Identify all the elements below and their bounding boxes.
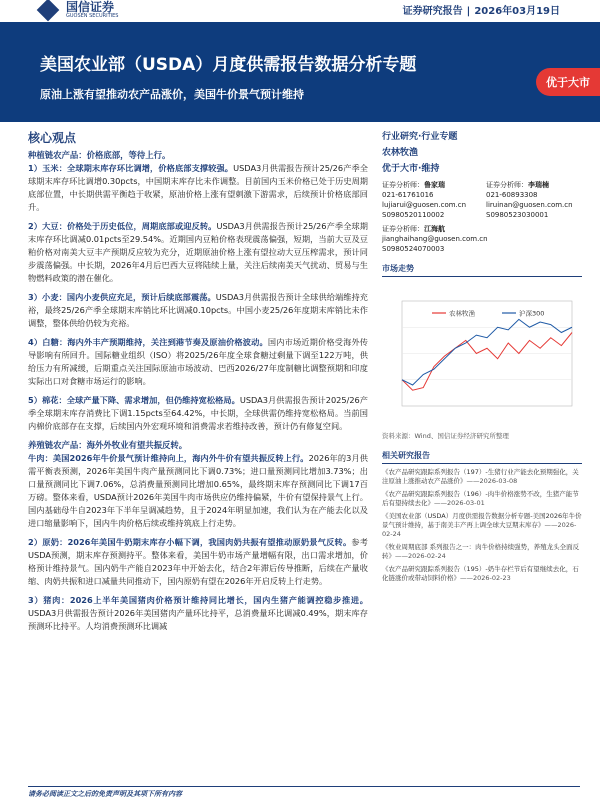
paragraph-lead: 2）大豆：价格处于历史低位，周期底部或迎反转。 bbox=[28, 221, 217, 231]
report-meta: 证券研究报告 | 2026年03月19日 bbox=[402, 6, 560, 17]
analyst-cert: S0980520110002 bbox=[382, 211, 445, 219]
paragraph-body: USDA3月供需报告预计25/26产季全球期末库存环比调减0.01pcts至29.54%。近期国内豆粕价格表现震荡偏强，短期，当前大豆及豆粕价格对南美大豆丰产预期反应较为充分，近期原油价格上涨有望拉动大豆压榨需求，预计同步震荡偏强。中长期，2026年4月后巴西大豆将陆续上量，关注后续南美天气扰动、贸易与生物燃料政策的潜在催化。 bbox=[28, 221, 368, 283]
section-title: 养殖链农产品：海外外牧业有望共振反转。 bbox=[28, 440, 188, 450]
analyst-cert: S0980524070003 bbox=[382, 245, 445, 253]
chart-svg bbox=[382, 281, 582, 429]
legend-label: 沪深300 bbox=[519, 309, 545, 318]
related-report-title: 《美国农业部（USDA）月度供需报告数据分析专题-美国2026年牛价景气预计维持，基于南美丰产再上调全球大豆期末库存》 bbox=[382, 512, 582, 529]
related-report-item[interactable] bbox=[382, 543, 582, 561]
paragraph bbox=[28, 536, 368, 588]
paragraph bbox=[28, 291, 368, 330]
paragraph bbox=[28, 594, 368, 633]
related-report-item[interactable] bbox=[382, 490, 582, 508]
analyst-name: 江海航 bbox=[424, 225, 445, 233]
series-line bbox=[402, 333, 572, 391]
paragraph bbox=[28, 394, 368, 433]
paragraph-body: USDA3月供需报告预计2025/26产季全球期末库存消费比下调1.15pcts至64.42%，中长期，全球供需仍维持宽松格局。当前国内棉价底部存在支撑，后续国内外宏观环境和消费需求若维持改善，预计仍有修复空间。 bbox=[28, 395, 368, 431]
paragraph bbox=[28, 162, 368, 214]
paragraph-lead: 3）小麦：国内小麦供应充足，预计后续底部震荡。 bbox=[28, 292, 216, 302]
related-report-date: ——2026-03-08 bbox=[466, 477, 518, 485]
legend-label: 农林牧渔 bbox=[449, 309, 475, 318]
analyst-card bbox=[382, 180, 478, 220]
paragraph bbox=[28, 452, 368, 530]
sidebar bbox=[382, 132, 582, 587]
analyst-name: 鲁家瑞 bbox=[424, 181, 445, 189]
related-report-title: 《农产品研究跟踪系列报告（197）-生猪行业产能去化预期强化，关注原油上涨推动农产品涨价》 bbox=[382, 468, 579, 485]
related-report-date: ——2026-03-01 bbox=[434, 499, 485, 507]
industry-name: 农林牧渔 bbox=[382, 148, 419, 158]
market-trend-chart bbox=[382, 281, 582, 429]
related-reports-heading: 相关研究报告 bbox=[382, 451, 582, 464]
paragraph-body: 国内市场近期价格受海外传导影响有所回升。国际糖业组织（ISO）将2025/26年度全球食糖过剩量下调至122万吨，供给压力有所减缓，后期重点关注国际原油市场波动、巴西2026/27年度制糖比调整预期和印度实际出口对食糖市场运行的影响。 bbox=[28, 337, 368, 386]
analyst-role: 证券分析师： bbox=[486, 181, 528, 189]
analyst-card bbox=[382, 224, 582, 254]
related-report-title: 《农产品研究跟踪系列报告（195）-奶牛存栏节后有望继续去化，石化链涨价或带动饲料价格》 bbox=[382, 565, 579, 582]
logo bbox=[40, 0, 118, 20]
paragraph-lead: 牛肉：美国2026年牛价景气预计维持向上，海内外牛价有望共振反转上行。 bbox=[28, 453, 309, 463]
related-report-date: ——2026-02-24 bbox=[395, 552, 446, 560]
related-report-item[interactable] bbox=[382, 565, 582, 583]
title-banner bbox=[0, 22, 600, 122]
report-type: 证券研究报告 bbox=[402, 6, 463, 17]
section-title: 种植链农产品：价格底部，等待上行。 bbox=[28, 150, 171, 160]
analyst-email[interactable]: jianghaihang@guosen.com.cn bbox=[382, 235, 488, 243]
analyst-card bbox=[486, 180, 582, 220]
series-line bbox=[402, 319, 572, 385]
related-report-title: 《牧业周期底部 系列报告之一：肉牛价格持续强势，养殖龙头全面反转》 bbox=[382, 543, 580, 560]
logo-text-cn: 国信证券 bbox=[66, 0, 115, 14]
core-view-heading: 核心观点 bbox=[28, 131, 77, 145]
analyst-email[interactable]: liruinan@guosen.com.cn bbox=[486, 201, 573, 209]
related-report-title: 《农产品研究跟踪系列报告（196）-肉牛价格涨势不改，生猪产能节后有望持续去化》 bbox=[382, 490, 579, 507]
paragraph-body: USDA3月供需报告预计2026年美国猪肉产量环比持平，总消费量环比调减0.49%，期末库存预测环比持平。人均消费预测环比调减 bbox=[28, 608, 368, 631]
analyst-cert: S0980523030001 bbox=[486, 211, 549, 219]
analyst-phone: 021-61761016 bbox=[382, 191, 434, 199]
paragraph-body: 2026年的3月供需平衡表预测，2026年美国牛肉产量预测同比下调0.73%；进口量预测同比增加3.73%；出口量预测同比下调7.06%，总消费量预测同比增加0.65%，最终期末库存预测同比下调17百万磅。整体来看，USDA预计2026年美国牛肉市场供应仍维持偏紧，牛价有望保持景气上行。国内基础母牛自2023年下半年呈调减趋势，且于2024年明显加速，我们认为在产能去化以及进口缩量影响下，国内牛肉价格后续或维持筑底上行走势。 bbox=[28, 453, 368, 528]
analyst-name: 李瑞楠 bbox=[528, 181, 549, 189]
report-date: 2026年03月19日 bbox=[474, 6, 560, 17]
related-report-date: ——2026-02-24 bbox=[382, 521, 577, 538]
market-trend-heading: 市场走势 bbox=[382, 264, 582, 277]
paragraph-lead: 2）原奶：2026年美国牛奶期末库存小幅下调，我国肉奶共振有望推动原奶景气反转。 bbox=[28, 537, 352, 547]
page-subtitle: 原油上涨有望推动农产品涨价，美国牛价景气预计维持 bbox=[40, 88, 304, 101]
industry-rating: 优于大市·维持 bbox=[382, 164, 440, 174]
paragraph bbox=[28, 220, 368, 285]
footer-disclaimer[interactable]: 请务必阅读正文之后的免责声明及其项下所有内容 bbox=[28, 786, 580, 799]
paragraph-lead: 1）玉米：全球期末库存环比调增，价格底部支撑较强。 bbox=[28, 163, 234, 173]
main-content bbox=[28, 132, 368, 639]
related-reports-list bbox=[382, 468, 582, 583]
paragraph-body: 参考USDA预测，期末库存预测持平。整体来看，美国牛奶市场产量增幅有限，出口需求增加，价格预计维持景气。国内奶牛产能自2023年中开始去化，结合2年滞后传导推断，后续在产量收缩、肉奶共振和进口减量共同推动下，国内原奶有望在2026年开启反转上行走势。 bbox=[28, 537, 368, 586]
report-category: 行业研究·行业专题 bbox=[382, 132, 458, 142]
analyst-email[interactable]: lujiarui@guosen.com.cn bbox=[382, 201, 467, 209]
page-title: 美国农业部（USDA）月度供需报告数据分析专题 bbox=[40, 55, 417, 75]
related-report-item[interactable] bbox=[382, 468, 582, 486]
analyst-role: 证券分析师： bbox=[382, 225, 424, 233]
paragraph-body: USDA3月供需报告预计25/26产季全球期末库存环比调增0.30pcts，中国期末库存比未作调整。目前国内玉米价格已处于历史周期底部位置，中长期供需平衡趋于收紧，原油价格上涨有望刺激下游需求，后续预计价格底部回升。 bbox=[28, 163, 368, 212]
paragraph bbox=[28, 336, 368, 388]
logo-text-en: GUOSEN SECURITIES bbox=[66, 13, 119, 19]
paragraph-lead: 4）白糖：海内外丰产预期维持，关注到港节奏及原油价格波动。 bbox=[28, 337, 268, 347]
logo-mark-icon bbox=[37, 0, 60, 21]
rating-badge: 优于大市 bbox=[536, 68, 600, 96]
top-bar bbox=[0, 0, 600, 22]
paragraph-body: USDA3月供需报告预计全球供给端维持充裕，最终25/26产季全球期末库销比环比调减0.10pcts。中国小麦25/26年度期末库销比未作调整，整体供给仍较为充裕。 bbox=[28, 292, 368, 328]
analyst-row bbox=[382, 180, 582, 220]
related-report-item[interactable] bbox=[382, 512, 582, 539]
chart-source: 资料来源：Wind、国信证券经济研究所整理 bbox=[382, 432, 509, 440]
related-report-date: ——2026-02-23 bbox=[460, 574, 511, 582]
paragraph-lead: 3）猪肉：2026上半年美国猪肉价格预计维持同比增长，国内生猪产能调控稳步推进。 bbox=[28, 595, 368, 605]
analyst-role: 证券分析师： bbox=[382, 181, 424, 189]
analyst-phone: 021-60893308 bbox=[486, 191, 538, 199]
paragraph-lead: 5）棉花：全球产量下降、需求增加，但仍维持宽松格局。 bbox=[28, 395, 240, 405]
sections-container bbox=[28, 149, 368, 633]
